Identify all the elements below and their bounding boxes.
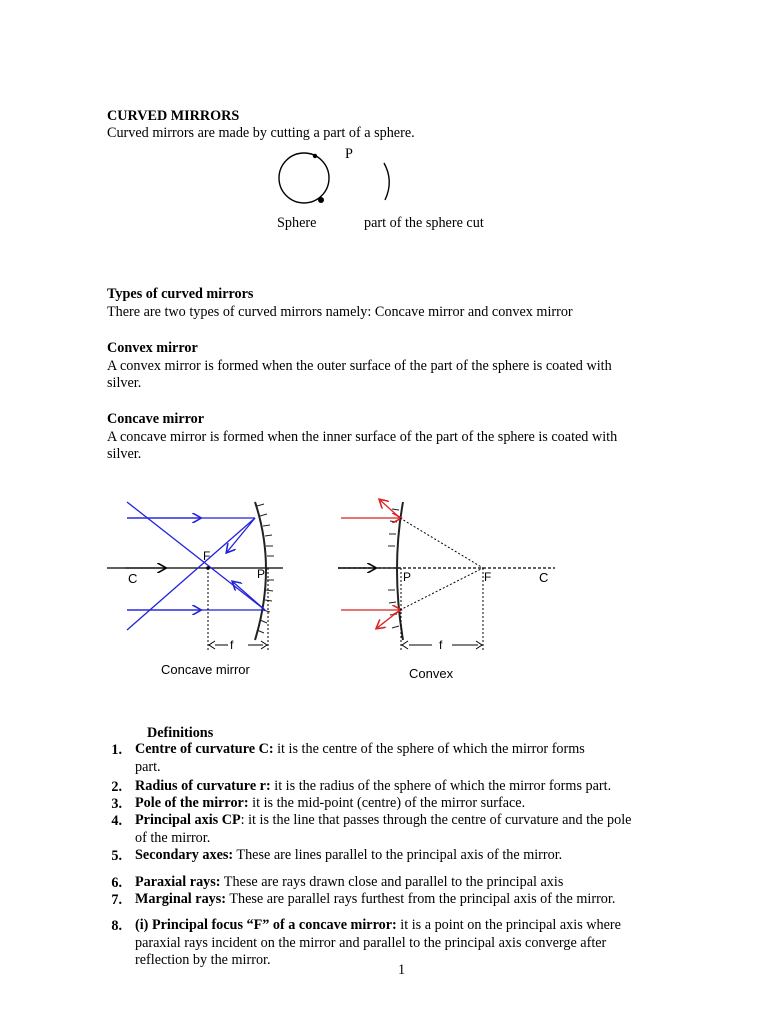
definition-term: Radius of curvature r: xyxy=(135,778,271,794)
definition-continuation: paraxial rays incident on the mirror and parallel to the principal axis converge after xyxy=(135,934,607,951)
concave-c-label: C xyxy=(128,571,138,586)
concave-flen-label: f xyxy=(230,638,234,652)
definition-text: : it is the line that passes through the centre of curvature and the pole xyxy=(240,812,632,828)
page-title: CURVED MIRRORS xyxy=(107,108,240,124)
convex-diagram xyxy=(338,500,555,650)
definitions-heading: Definitions xyxy=(147,725,214,741)
concave-caption: Concave mirror xyxy=(161,662,250,677)
sphere-circle xyxy=(279,153,329,203)
page-number: 1 xyxy=(398,962,406,978)
types-heading: Types of curved mirrors xyxy=(107,286,254,302)
definition-number: 7. xyxy=(111,892,122,908)
convex-c-label: C xyxy=(539,570,549,585)
definition-term: Secondary axes: xyxy=(135,847,234,863)
sphere-part-arc xyxy=(384,163,389,200)
concave-line-1: A concave mirror is formed when the inner surface of the part of the sphere is coated with xyxy=(107,429,618,445)
definition-number: 5. xyxy=(111,848,122,864)
concave-ray-diag-2 xyxy=(127,518,255,630)
part-caption: part of the sphere cut xyxy=(364,215,484,231)
definition-text: it is the mid-point (centre) of the mirror surface. xyxy=(248,795,526,811)
definition-text: it is a point on the principal axis where xyxy=(396,917,621,933)
definition-term: Centre of curvature C: xyxy=(135,741,274,757)
definition-term: Pole of the mirror: xyxy=(135,795,249,811)
definition-text: These are rays drawn close and parallel to the principal axis xyxy=(220,874,564,890)
convex-caption: Convex xyxy=(409,666,454,681)
sphere-point-label: P xyxy=(345,146,353,162)
definition-term: Marginal rays: xyxy=(135,891,227,907)
concave-heading: Concave mirror xyxy=(107,411,205,427)
convex-line-2: silver. xyxy=(107,375,142,391)
convex-heading: Convex mirror xyxy=(107,340,198,356)
sphere-cut-point-top xyxy=(313,154,317,158)
definition-text: it is the centre of the sphere of which the mirror forms xyxy=(273,741,585,757)
definition-number: 8. xyxy=(111,918,122,934)
concave-p-label: P xyxy=(257,567,266,581)
types-text: There are two types of curved mirrors namely: Concave mirror and convex mirror xyxy=(107,304,573,320)
definition-number: 3. xyxy=(111,796,122,812)
definition-text: These are parallel rays furthest from the principal axis of the mirror. xyxy=(226,891,616,907)
definition-text: it is the radius of the sphere of which the mirror forms part. xyxy=(270,778,612,794)
convex-p-label: P xyxy=(403,570,412,584)
concave-f-label: F xyxy=(203,549,211,563)
definition-term: (i) Principal focus “F” of a concave mirror: xyxy=(135,917,397,933)
definition-number: 4. xyxy=(111,813,122,829)
concave-line-2: silver. xyxy=(107,446,142,462)
definition-text: These are lines parallel to the principal axis of the mirror. xyxy=(233,847,563,863)
sphere-figure xyxy=(270,140,410,220)
definition-continuation: reflection by the mirror. xyxy=(135,952,271,968)
definition-continuation: of the mirror. xyxy=(135,829,211,846)
definition-continuation: part. xyxy=(135,758,161,775)
convex-line-1: A convex mirror is formed when the outer surface of the part of the sphere is coated with xyxy=(107,358,612,374)
intro-text: Curved mirrors are made by cutting a part of a sphere. xyxy=(107,125,415,141)
definition-term: Principal axis CP xyxy=(135,812,241,828)
sphere-caption: Sphere xyxy=(277,215,317,231)
definition-number: 2. xyxy=(111,779,122,795)
definition-number: 6. xyxy=(111,875,122,891)
convex-flen-label: f xyxy=(439,638,443,652)
convex-f-label: F xyxy=(484,570,492,584)
definition-number: 1. xyxy=(111,742,122,758)
sphere-cut-point-bottom xyxy=(318,197,324,203)
ray-diagram xyxy=(105,490,560,690)
definition-term: Paraxial rays: xyxy=(135,874,221,890)
